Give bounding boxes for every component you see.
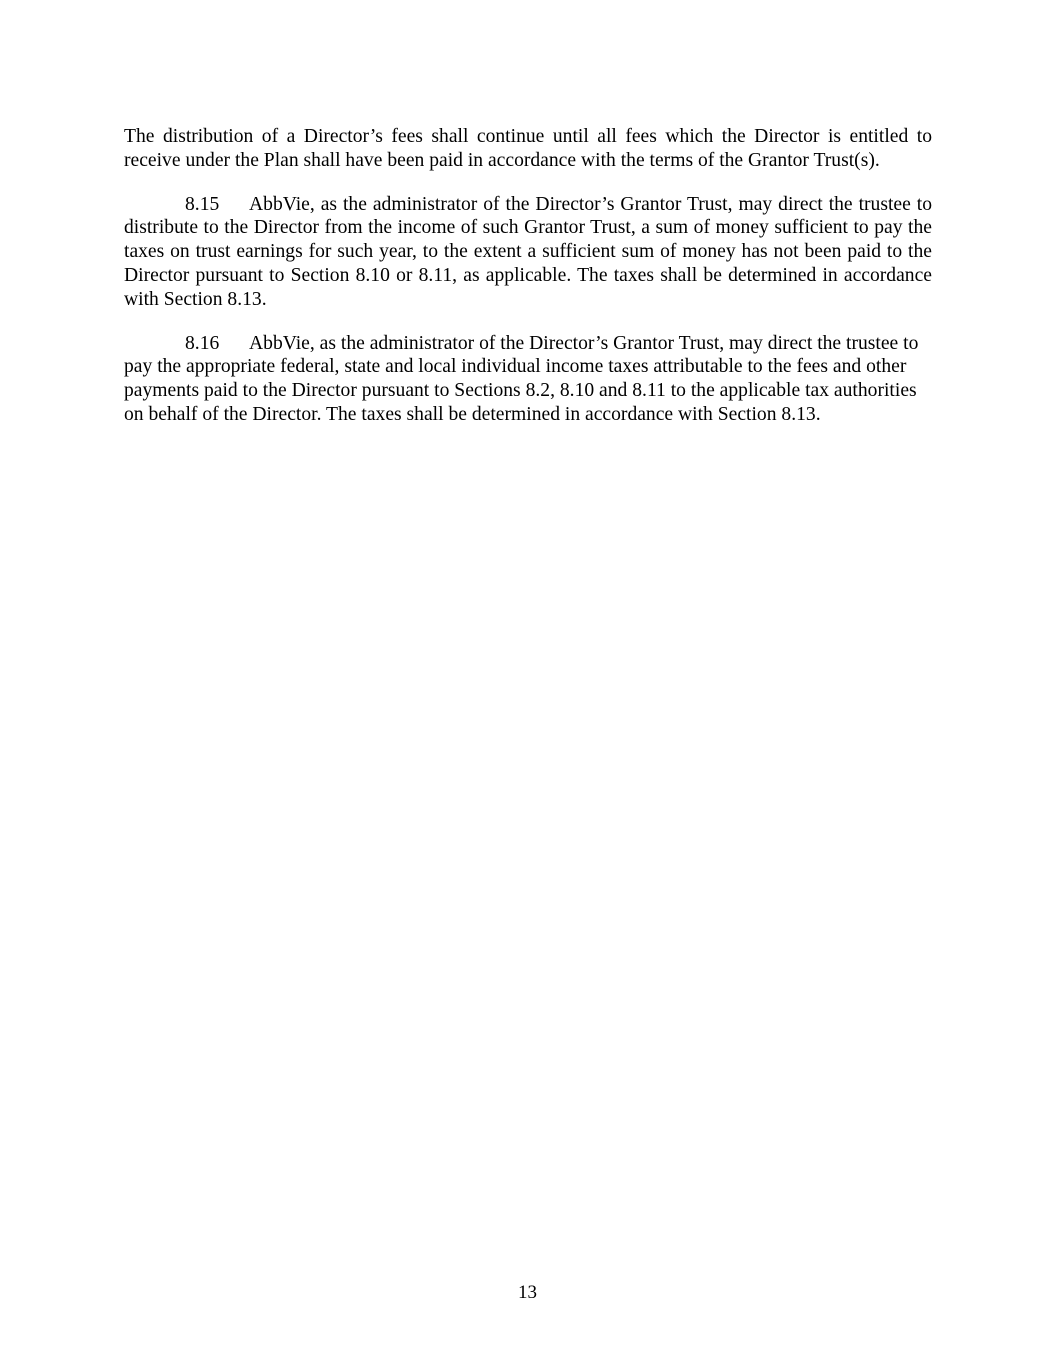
section-number: 8.16 — [185, 332, 220, 354]
page-number: 13 — [518, 1282, 537, 1303]
paragraph-continuation — [124, 125, 932, 173]
paragraph-text: AbbVie, as the administrator of the Director’s Grantor Trust, may direct the trustee to distribute to the Director from the income of such Grantor Trust, a sum of money sufficient to pay the taxes on trust earnings for such year, to the extent a sufficient sum of money has not been paid to the Director pursuant to Section 8.10 or 8.11, as applicable. The taxes shall be determined in accordance with Section 8.13. — [124, 193, 932, 310]
paragraph-text: AbbVie, as the administrator of the Director’s Grantor Trust, may direct the trustee to pay the appropriate federal, state and local individual income taxes attributable to the fees and other payments paid to the Director pursuant to Sections 8.2, 8.10 and 8.11 to the applicable tax authorities on behalf of the Director. The taxes shall be determined in accordance with Section 8.13. — [124, 332, 919, 425]
paragraph-section-8-15 — [124, 193, 932, 312]
section-number: 8.15 — [185, 193, 220, 215]
paragraph-section-8-16 — [124, 332, 932, 427]
paragraph-text: The distribution of a Director’s fees shall continue until all fees which the Director is entitled to receive under the Plan shall have been paid in accordance with the terms of the Grantor Trust(s). — [124, 126, 932, 171]
document-body — [124, 125, 932, 427]
